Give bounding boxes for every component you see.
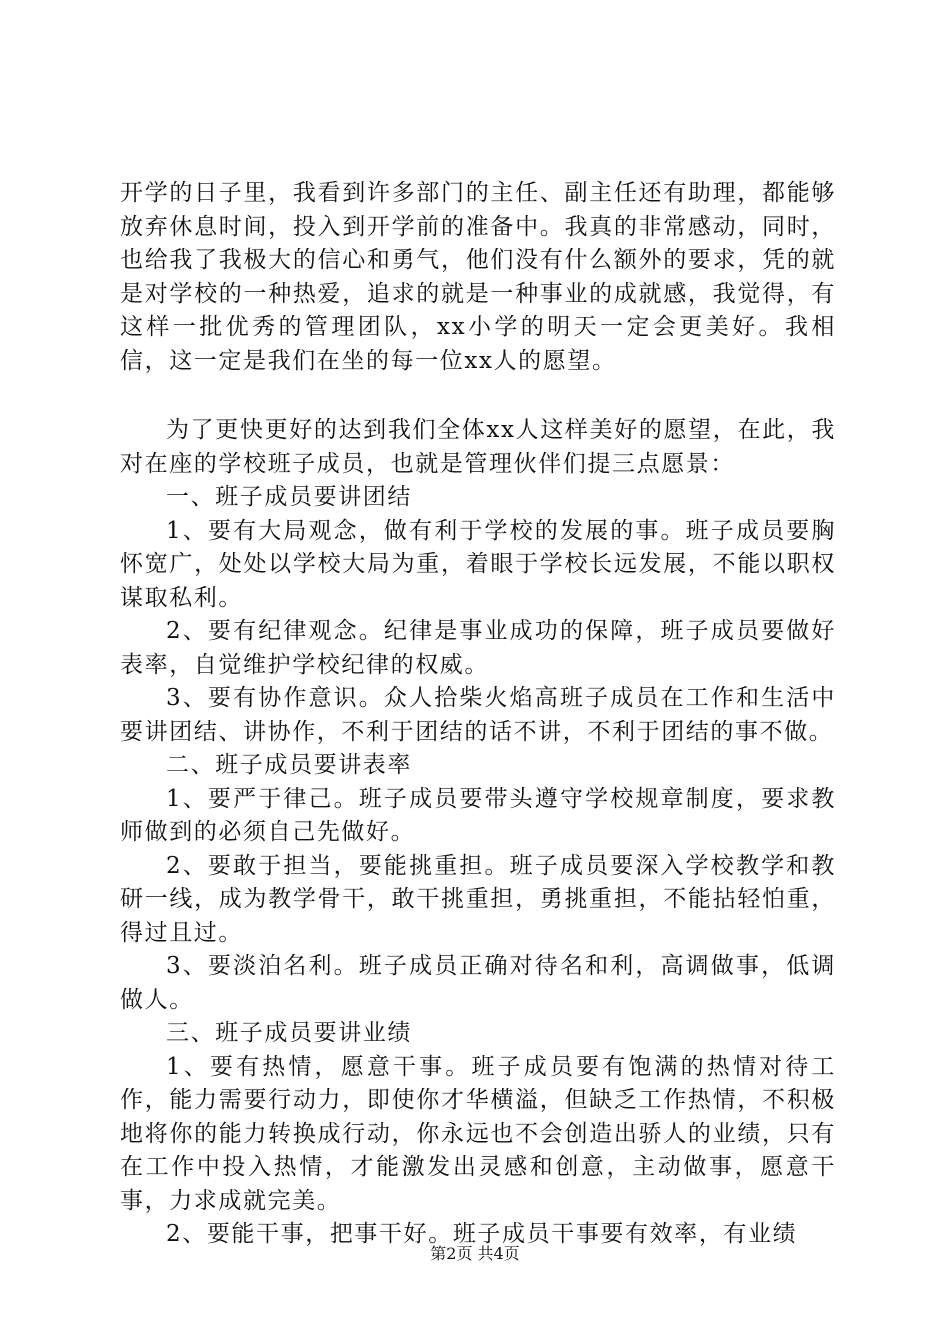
paragraph-unity-2: 2、要有纪律观念。纪律是事业成功的保障，班子成员要做好表率，自觉维护学校纪律的权威。 — [120, 618, 836, 678]
paragraph-example-3: 3、要淡泊名利。班子成员正确对待名和利，高调做事，低调做人。 — [120, 953, 836, 1013]
document-body — [120, 177, 836, 1252]
paragraph-performance-1: 1、要有热情，愿意干事。班子成员要有饱满的热情对待工作，能力需要行动力，即使你才华横溢，但缺乏工作热情，不积极地将你的能力转换成行动，你永远也不会创造出骄人的业绩，只有在工作中投入热情，才能激发出灵感和创意，主动做事，愿意干事，力求成就完美。 — [120, 1053, 836, 1214]
paragraph-intro: 为了更快更好的达到我们全体xx人这样美好的愿望，在此，我对在座的学校班子成员，也就是管理伙伴们提三点愿景： — [120, 417, 836, 477]
paragraph-unity-3: 3、要有协作意识。众人拾柴火焰高班子成员在工作和生活中要讲团结、讲协作，不利于团结的话不讲，不利于团结的事不做。 — [120, 685, 836, 745]
section-heading-example: 二、班子成员要讲表率 — [166, 752, 412, 778]
page-number-footer: 第2页 共4页 — [430, 1244, 520, 1263]
paragraph-performance-2: 2、要能干事，把事干好。班子成员干事要有效率，有业绩 — [166, 1221, 798, 1247]
paragraph-gap — [120, 378, 836, 414]
section-heading-performance: 三、班子成员要讲业绩 — [166, 1020, 412, 1046]
paragraph-opening: 开学的日子里，我看到许多部门的主任、副主任还有助理，都能够放弃休息时间，投入到开学前的准备中。我真的非常感动，同时，也给我了我极大的信心和勇气，他们没有什么额外的要求，凭的就是对学校的一种热爱，追求的就是一种事业的成就感，我觉得，有这样一批优秀的管理团队，xx小学的明天一定会更美好。我相信，这一定是我们在坐的每一位xx人的愿望。 — [120, 180, 836, 374]
section-heading-unity: 一、班子成员要讲团结 — [166, 484, 412, 510]
paragraph-example-1: 1、要严于律己。班子成员要带头遵守学校规章制度，要求教师做到的必须自己先做好。 — [120, 785, 836, 845]
paragraph-example-2: 2、要敢于担当，要能挑重担。班子成员要深入学校教学和教研一线，成为教学骨干，敢干挑重担，勇挑重担，不能拈轻怕重，得过且过。 — [120, 852, 836, 946]
paragraph-unity-1: 1、要有大局观念，做有利于学校的发展的事。班子成员要胸怀宽广，处处以学校大局为重，着眼于学校长远发展，不能以职权谋取私利。 — [120, 517, 836, 611]
